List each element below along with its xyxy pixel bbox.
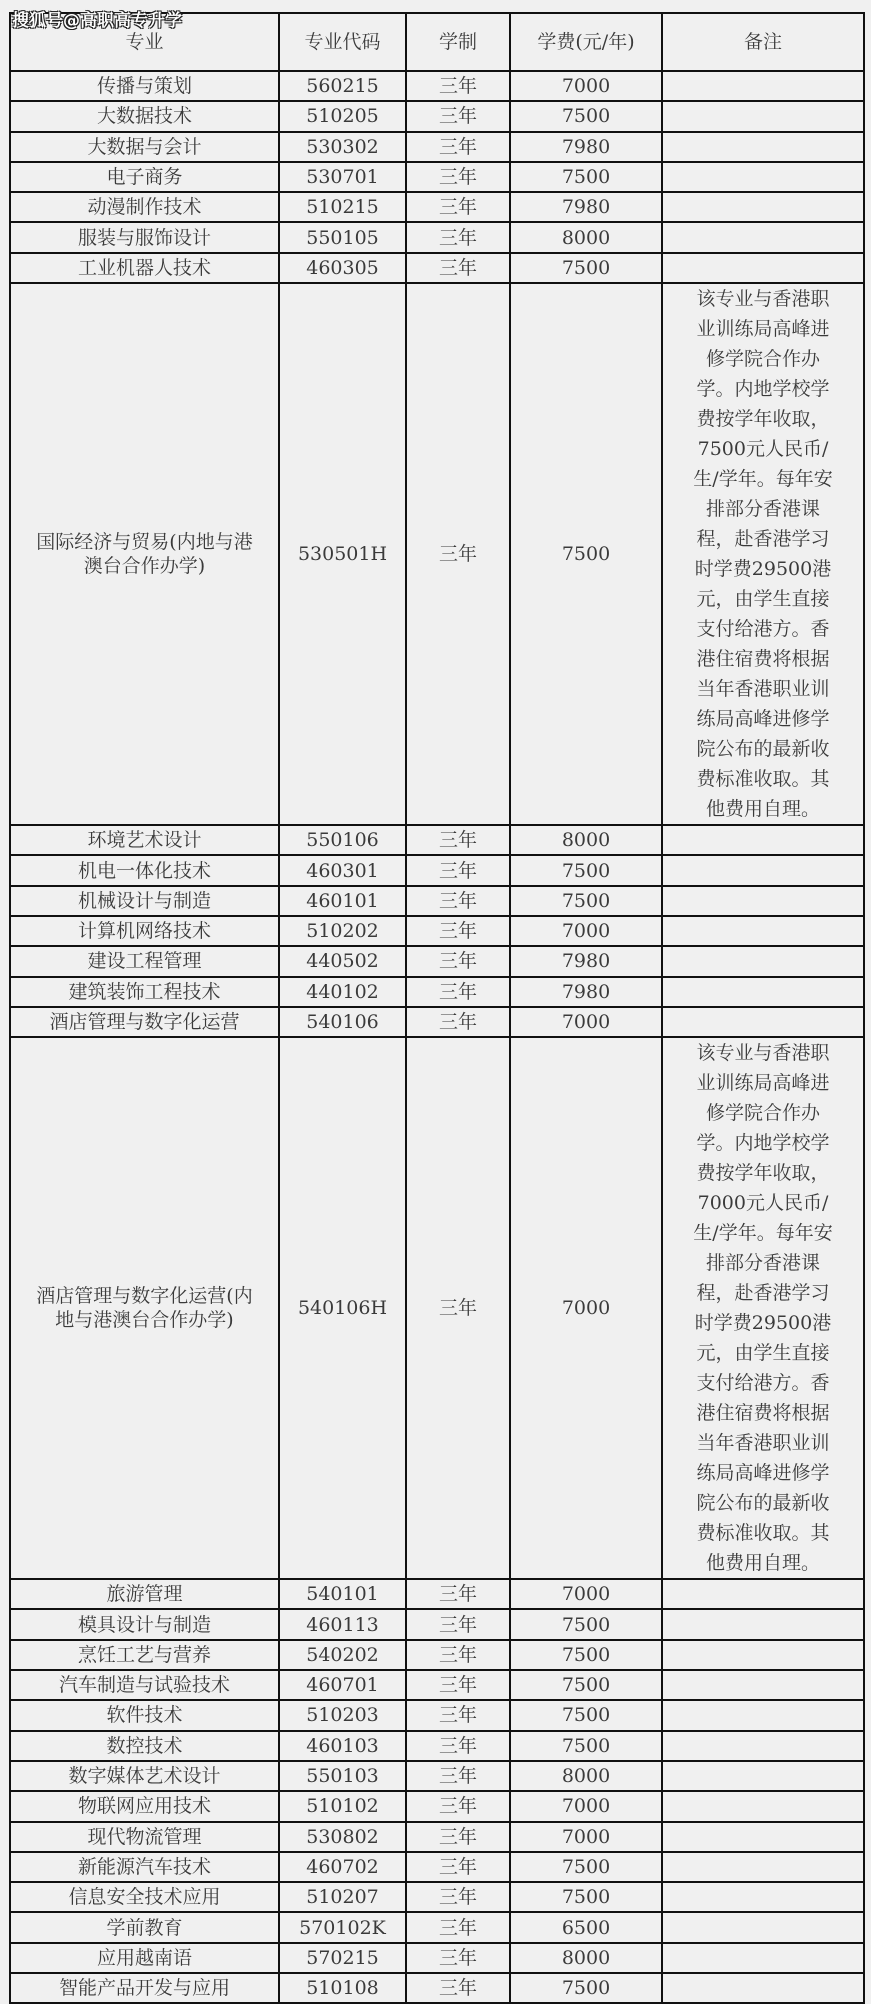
remark-line: 支付给港方。香 [696, 1372, 830, 1395]
remark-cell [662, 855, 864, 885]
major-cell: 大数据与会计 [10, 132, 279, 162]
remark-cell [662, 1579, 864, 1609]
remark-line: 业训练局高峰进 [696, 318, 830, 341]
table-row [10, 825, 864, 855]
remark-cell [662, 977, 864, 1007]
table-row [10, 1670, 864, 1700]
fee-cell: 7500 [510, 1670, 662, 1700]
duration-cell: 三年 [406, 946, 510, 976]
major-cell: 现代物流管理 [10, 1822, 279, 1852]
table-row [10, 1037, 864, 1579]
remark-line: 当年香港职业训 [696, 1432, 830, 1455]
major-cell: 环境艺术设计 [10, 825, 279, 855]
watermark: 搜狐号@高职高专升学 [12, 11, 182, 31]
remark-cell [662, 192, 864, 222]
remark-line: 院公布的最新收 [696, 1492, 830, 1515]
header-fee: 学费(元/年) [510, 13, 662, 71]
table-row [10, 1822, 864, 1852]
table-row [10, 222, 864, 252]
major-cell: 国际经济与贸易(内地与港澳台合作办学) [10, 283, 279, 825]
duration-cell: 三年 [406, 1852, 510, 1882]
remark-line: 业训练局高峰进 [696, 1072, 830, 1095]
major-cell: 建筑装饰工程技术 [10, 977, 279, 1007]
remark-cell [662, 101, 864, 131]
remark-line: 程，赴香港学习 [696, 528, 830, 551]
fee-cell: 7980 [510, 946, 662, 976]
code-cell: 510102 [279, 1791, 406, 1821]
code-cell: 550103 [279, 1761, 406, 1791]
fee-cell: 7500 [510, 1609, 662, 1639]
remark-line: 该专业与香港职 [696, 288, 830, 311]
table-row [10, 1761, 864, 1791]
major-cell: 机电一体化技术 [10, 855, 279, 885]
table-row [10, 1912, 864, 1942]
fee-cell: 7000 [510, 1579, 662, 1609]
fee-cell: 8000 [510, 825, 662, 855]
major-cell: 工业机器人技术 [10, 253, 279, 283]
code-cell: 530302 [279, 132, 406, 162]
remark-cell [662, 1791, 864, 1821]
major-cell: 模具设计与制造 [10, 1609, 279, 1639]
remark-cell [662, 1973, 864, 2003]
major-cell: 信息安全技术应用 [10, 1882, 279, 1912]
major-cell: 电子商务 [10, 162, 279, 192]
table-row [10, 977, 864, 1007]
duration-cell: 三年 [406, 253, 510, 283]
code-cell: 530701 [279, 162, 406, 192]
code-cell: 460113 [279, 1609, 406, 1639]
table-row [10, 1640, 864, 1670]
duration-cell: 三年 [406, 1912, 510, 1942]
major-cell: 大数据技术 [10, 101, 279, 131]
fee-cell: 7000 [510, 71, 662, 101]
major-cell: 建设工程管理 [10, 946, 279, 976]
remark-cell [662, 253, 864, 283]
remark-line: 生/学年。每年安 [693, 1222, 833, 1245]
table-row [10, 855, 864, 885]
remark-line: 修学院合作办 [705, 348, 820, 371]
remark-cell [662, 283, 864, 825]
fee-cell: 7500 [510, 283, 662, 825]
remark-line: 他费用自理。 [705, 798, 820, 821]
code-cell: 440502 [279, 946, 406, 976]
duration-cell: 三年 [406, 1007, 510, 1037]
table-row [10, 1609, 864, 1639]
duration-cell: 三年 [406, 1579, 510, 1609]
remark-cell [662, 222, 864, 252]
code-cell: 540101 [279, 1579, 406, 1609]
remark-line: 费标准收取。其 [696, 1522, 830, 1545]
major-cell: 酒店管理与数字化运营(内地与港澳台合作办学) [10, 1037, 279, 1579]
code-cell: 570102K [279, 1912, 406, 1942]
code-cell: 510215 [279, 192, 406, 222]
remark-cell [662, 162, 864, 192]
fee-cell: 7000 [510, 1037, 662, 1579]
table-row [10, 192, 864, 222]
table-row [10, 253, 864, 283]
duration-cell: 三年 [406, 1791, 510, 1821]
remark-line: 费按学年收取， [696, 408, 830, 431]
remark-cell [662, 1882, 864, 1912]
table-row [10, 283, 864, 825]
duration-cell: 三年 [406, 283, 510, 825]
header-major: 专业 [10, 13, 279, 71]
remark-cell [662, 1943, 864, 1973]
duration-cell: 三年 [406, 1882, 510, 1912]
code-cell: 510203 [279, 1700, 406, 1730]
major-cell: 烹饪工艺与营养 [10, 1640, 279, 1670]
remark-cell [662, 1609, 864, 1639]
major-cell: 物联网应用技术 [10, 1791, 279, 1821]
major-cell: 动漫制作技术 [10, 192, 279, 222]
major-cell: 酒店管理与数字化运营 [10, 1007, 279, 1037]
table-row [10, 1731, 864, 1761]
remark-cell [662, 1912, 864, 1942]
remark-line: 他费用自理。 [705, 1552, 820, 1575]
duration-cell: 三年 [406, 1670, 510, 1700]
header-remark: 备注 [662, 13, 864, 71]
major-cell: 数控技术 [10, 1731, 279, 1761]
table-row [10, 1700, 864, 1730]
fee-cell: 7500 [510, 162, 662, 192]
code-cell: 570215 [279, 1943, 406, 1973]
code-cell: 460701 [279, 1670, 406, 1700]
duration-cell: 三年 [406, 71, 510, 101]
remark-line: 时学费29500港 [694, 558, 832, 581]
fee-cell: 7500 [510, 1973, 662, 2003]
code-cell: 540202 [279, 1640, 406, 1670]
duration-cell: 三年 [406, 1973, 510, 2003]
code-cell: 550105 [279, 222, 406, 252]
remark-line: 元，由学生直接 [696, 588, 830, 611]
fee-cell: 7500 [510, 1852, 662, 1882]
duration-cell: 三年 [406, 1640, 510, 1670]
duration-cell: 三年 [406, 1822, 510, 1852]
major-cell: 汽车制造与试验技术 [10, 1670, 279, 1700]
major-cell: 服装与服饰设计 [10, 222, 279, 252]
code-cell: 540106 [279, 1007, 406, 1037]
major-cell: 机械设计与制造 [10, 886, 279, 916]
code-cell: 530802 [279, 1822, 406, 1852]
duration-cell: 三年 [406, 1761, 510, 1791]
major-cell: 智能产品开发与应用 [10, 1973, 279, 2003]
code-cell: 440102 [279, 977, 406, 1007]
duration-cell: 三年 [406, 916, 510, 946]
remark-line: 港住宿费将根据 [696, 1402, 830, 1425]
duration-cell: 三年 [406, 855, 510, 885]
major-cell: 旅游管理 [10, 1579, 279, 1609]
code-cell: 460101 [279, 886, 406, 916]
remark-line: 当年香港职业训 [696, 678, 830, 701]
remark-line: 生/学年。每年安 [693, 468, 833, 491]
remark-line: 排部分香港课 [705, 498, 820, 521]
remark-line: 该专业与香港职 [696, 1042, 830, 1065]
remark-line: 费按学年收取， [696, 1162, 830, 1185]
header-code: 专业代码 [279, 13, 406, 71]
fee-cell: 7500 [510, 101, 662, 131]
remark-cell [662, 1761, 864, 1791]
remark-cell [662, 886, 864, 916]
fee-cell: 8000 [510, 222, 662, 252]
tuition-table [9, 12, 865, 2004]
remark-line: 时学费29500港 [694, 1312, 832, 1335]
duration-cell: 三年 [406, 192, 510, 222]
duration-cell: 三年 [406, 1037, 510, 1579]
major-cell: 数字媒体艺术设计 [10, 1761, 279, 1791]
fee-cell: 7500 [510, 253, 662, 283]
table-row [10, 71, 864, 101]
duration-cell: 三年 [406, 1609, 510, 1639]
duration-cell: 三年 [406, 825, 510, 855]
remark-line: 院公布的最新收 [696, 738, 830, 761]
fee-cell: 7500 [510, 855, 662, 885]
fee-cell: 7980 [510, 192, 662, 222]
fee-cell: 8000 [510, 1943, 662, 1973]
remark-cell [662, 1037, 864, 1579]
duration-cell: 三年 [406, 132, 510, 162]
fee-cell: 7500 [510, 1731, 662, 1761]
code-cell: 510108 [279, 1973, 406, 2003]
code-cell: 510202 [279, 916, 406, 946]
table-row [10, 886, 864, 916]
table-row [10, 1882, 864, 1912]
fee-cell: 7000 [510, 1791, 662, 1821]
remark-line: 学。内地学校学 [696, 378, 830, 401]
code-cell: 460103 [279, 1731, 406, 1761]
remark-line: 港住宿费将根据 [696, 648, 830, 671]
remark-cell [662, 825, 864, 855]
fee-cell: 7980 [510, 977, 662, 1007]
table-row [10, 101, 864, 131]
table-row [10, 1791, 864, 1821]
remark-cell [662, 1670, 864, 1700]
fee-cell: 7500 [510, 1700, 662, 1730]
remark-cell [662, 71, 864, 101]
fee-cell: 7000 [510, 1007, 662, 1037]
table-row [10, 1579, 864, 1609]
major-cell: 计算机网络技术 [10, 916, 279, 946]
code-cell: 560215 [279, 71, 406, 101]
duration-cell: 三年 [406, 1943, 510, 1973]
major-cell: 学前教育 [10, 1912, 279, 1942]
fee-cell: 7000 [510, 916, 662, 946]
table-row [10, 1943, 864, 1973]
remark-line: 7000元人民币/ [697, 1192, 829, 1215]
remark-cell [662, 916, 864, 946]
major-cell: 应用越南语 [10, 1943, 279, 1973]
duration-cell: 三年 [406, 1731, 510, 1761]
remark-cell [662, 1852, 864, 1882]
code-cell: 460702 [279, 1852, 406, 1882]
code-cell: 460301 [279, 855, 406, 885]
fee-cell: 7500 [510, 1640, 662, 1670]
duration-cell: 三年 [406, 162, 510, 192]
remark-line: 费标准收取。其 [696, 768, 830, 791]
duration-cell: 三年 [406, 222, 510, 252]
table-row [10, 162, 864, 192]
fee-cell: 7500 [510, 1882, 662, 1912]
code-cell: 540106H [279, 1037, 406, 1579]
remark-line: 练局高峰进修学 [696, 1462, 830, 1485]
remark-line: 7500元人民币/ [697, 438, 829, 461]
remark-cell [662, 1822, 864, 1852]
code-cell: 460305 [279, 253, 406, 283]
remark-line: 学。内地学校学 [696, 1132, 830, 1155]
table-row [10, 1973, 864, 2003]
duration-cell: 三年 [406, 977, 510, 1007]
code-cell: 510207 [279, 1882, 406, 1912]
remark-line: 元，由学生直接 [696, 1342, 830, 1365]
fee-cell: 7980 [510, 132, 662, 162]
table-row [10, 946, 864, 976]
fee-cell: 7500 [510, 886, 662, 916]
remark-line: 练局高峰进修学 [696, 708, 830, 731]
table-row [10, 1007, 864, 1037]
fee-cell: 8000 [510, 1761, 662, 1791]
remark-line: 排部分香港课 [705, 1252, 820, 1275]
remark-line: 修学院合作办 [705, 1102, 820, 1125]
fee-cell: 7000 [510, 1822, 662, 1852]
remark-line: 支付给港方。香 [696, 618, 830, 641]
table-row [10, 132, 864, 162]
remark-cell [662, 946, 864, 976]
fee-cell: 6500 [510, 1912, 662, 1942]
header-duration: 学制 [406, 13, 510, 71]
remark-cell [662, 132, 864, 162]
duration-cell: 三年 [406, 1700, 510, 1730]
remark-cell [662, 1007, 864, 1037]
duration-cell: 三年 [406, 101, 510, 131]
remark-line: 程，赴香港学习 [696, 1282, 830, 1305]
major-cell: 软件技术 [10, 1700, 279, 1730]
code-cell: 550106 [279, 825, 406, 855]
remark-cell [662, 1640, 864, 1670]
code-cell: 510205 [279, 101, 406, 131]
duration-cell: 三年 [406, 886, 510, 916]
major-cell: 新能源汽车技术 [10, 1852, 279, 1882]
code-cell: 530501H [279, 283, 406, 825]
major-cell: 传播与策划 [10, 71, 279, 101]
remark-cell [662, 1731, 864, 1761]
remark-cell [662, 1700, 864, 1730]
table-row [10, 1852, 864, 1882]
table-row [10, 916, 864, 946]
